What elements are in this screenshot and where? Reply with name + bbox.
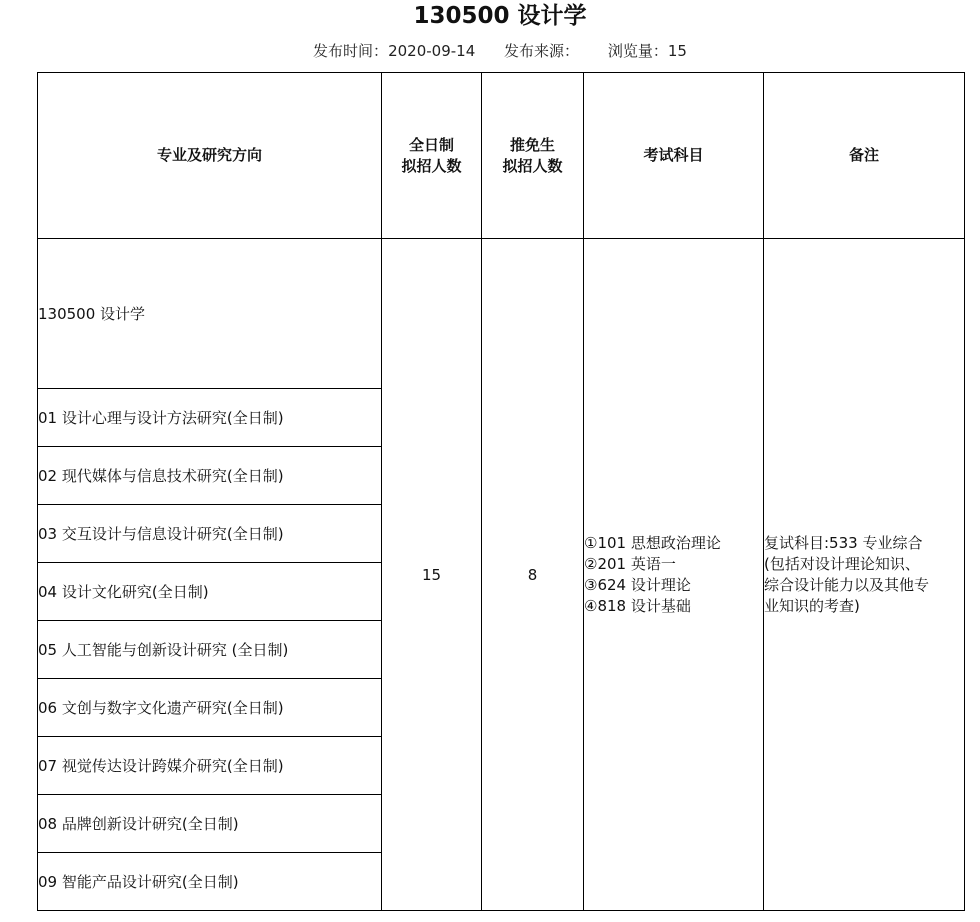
view-count-value: 15	[667, 42, 687, 60]
header-exam: 考试科目	[584, 73, 764, 239]
publish-source-label: 发布来源：	[504, 42, 580, 60]
remark-line: 复试科目:533 专业综合	[764, 533, 923, 552]
header-fulltime	[382, 73, 482, 239]
remark-line: 综合设计能力以及其他专	[764, 575, 930, 594]
publish-time	[313, 42, 475, 60]
major-cell: 130500 设计学	[38, 239, 382, 389]
direction-cell: 07 视觉传达设计跨媒介研究(全日制)	[38, 737, 382, 795]
header-recommended-line2: 拟招人数	[502, 156, 563, 175]
table-row	[38, 239, 965, 389]
exam-subject: ④818 设计基础	[584, 596, 691, 615]
direction-cell: 09 智能产品设计研究(全日制)	[38, 853, 382, 911]
header-recommended-line1: 推免生	[509, 135, 555, 154]
direction-cell: 05 人工智能与创新设计研究 (全日制)	[38, 621, 382, 679]
remark-line: 业知识的考查)	[764, 596, 860, 615]
header-fulltime-line2: 拟招人数	[401, 156, 462, 175]
view-count	[608, 42, 687, 60]
publish-time-label: 发布时间：	[313, 42, 389, 60]
enrollment-table	[37, 72, 965, 911]
publish-meta	[0, 40, 980, 62]
page-title: 130500 设计学	[413, 3, 587, 29]
exam-subject: ①101 思想政治理论	[584, 533, 721, 552]
table-header-row	[38, 73, 965, 239]
header-fulltime-line1: 全日制	[408, 135, 454, 154]
direction-cell: 01 设计心理与设计方法研究(全日制)	[38, 389, 382, 447]
direction-cell: 08 品牌创新设计研究(全日制)	[38, 795, 382, 853]
direction-cell: 02 现代媒体与信息技术研究(全日制)	[38, 447, 382, 505]
header-remark: 备注	[764, 73, 965, 239]
publish-source	[504, 42, 579, 60]
fulltime-count: 15	[382, 239, 482, 911]
direction-cell: 04 设计文化研究(全日制)	[38, 563, 382, 621]
direction-cell: 06 文创与数字文化遗产研究(全日制)	[38, 679, 382, 737]
recommended-count: 8	[482, 239, 584, 911]
header-direction: 专业及研究方向	[38, 73, 382, 239]
remark-line: (包括对设计理论知识、	[764, 554, 920, 573]
direction-cell: 03 交互设计与信息设计研究(全日制)	[38, 505, 382, 563]
publish-time-value: 2020-09-14	[388, 42, 476, 60]
exam-subjects	[584, 239, 764, 911]
exam-subject: ③624 设计理论	[584, 575, 691, 594]
remark-cell	[764, 239, 965, 911]
view-count-label: 浏览量：	[607, 42, 668, 60]
exam-subject: ②201 英语一	[584, 554, 676, 573]
header-recommended	[482, 73, 584, 239]
